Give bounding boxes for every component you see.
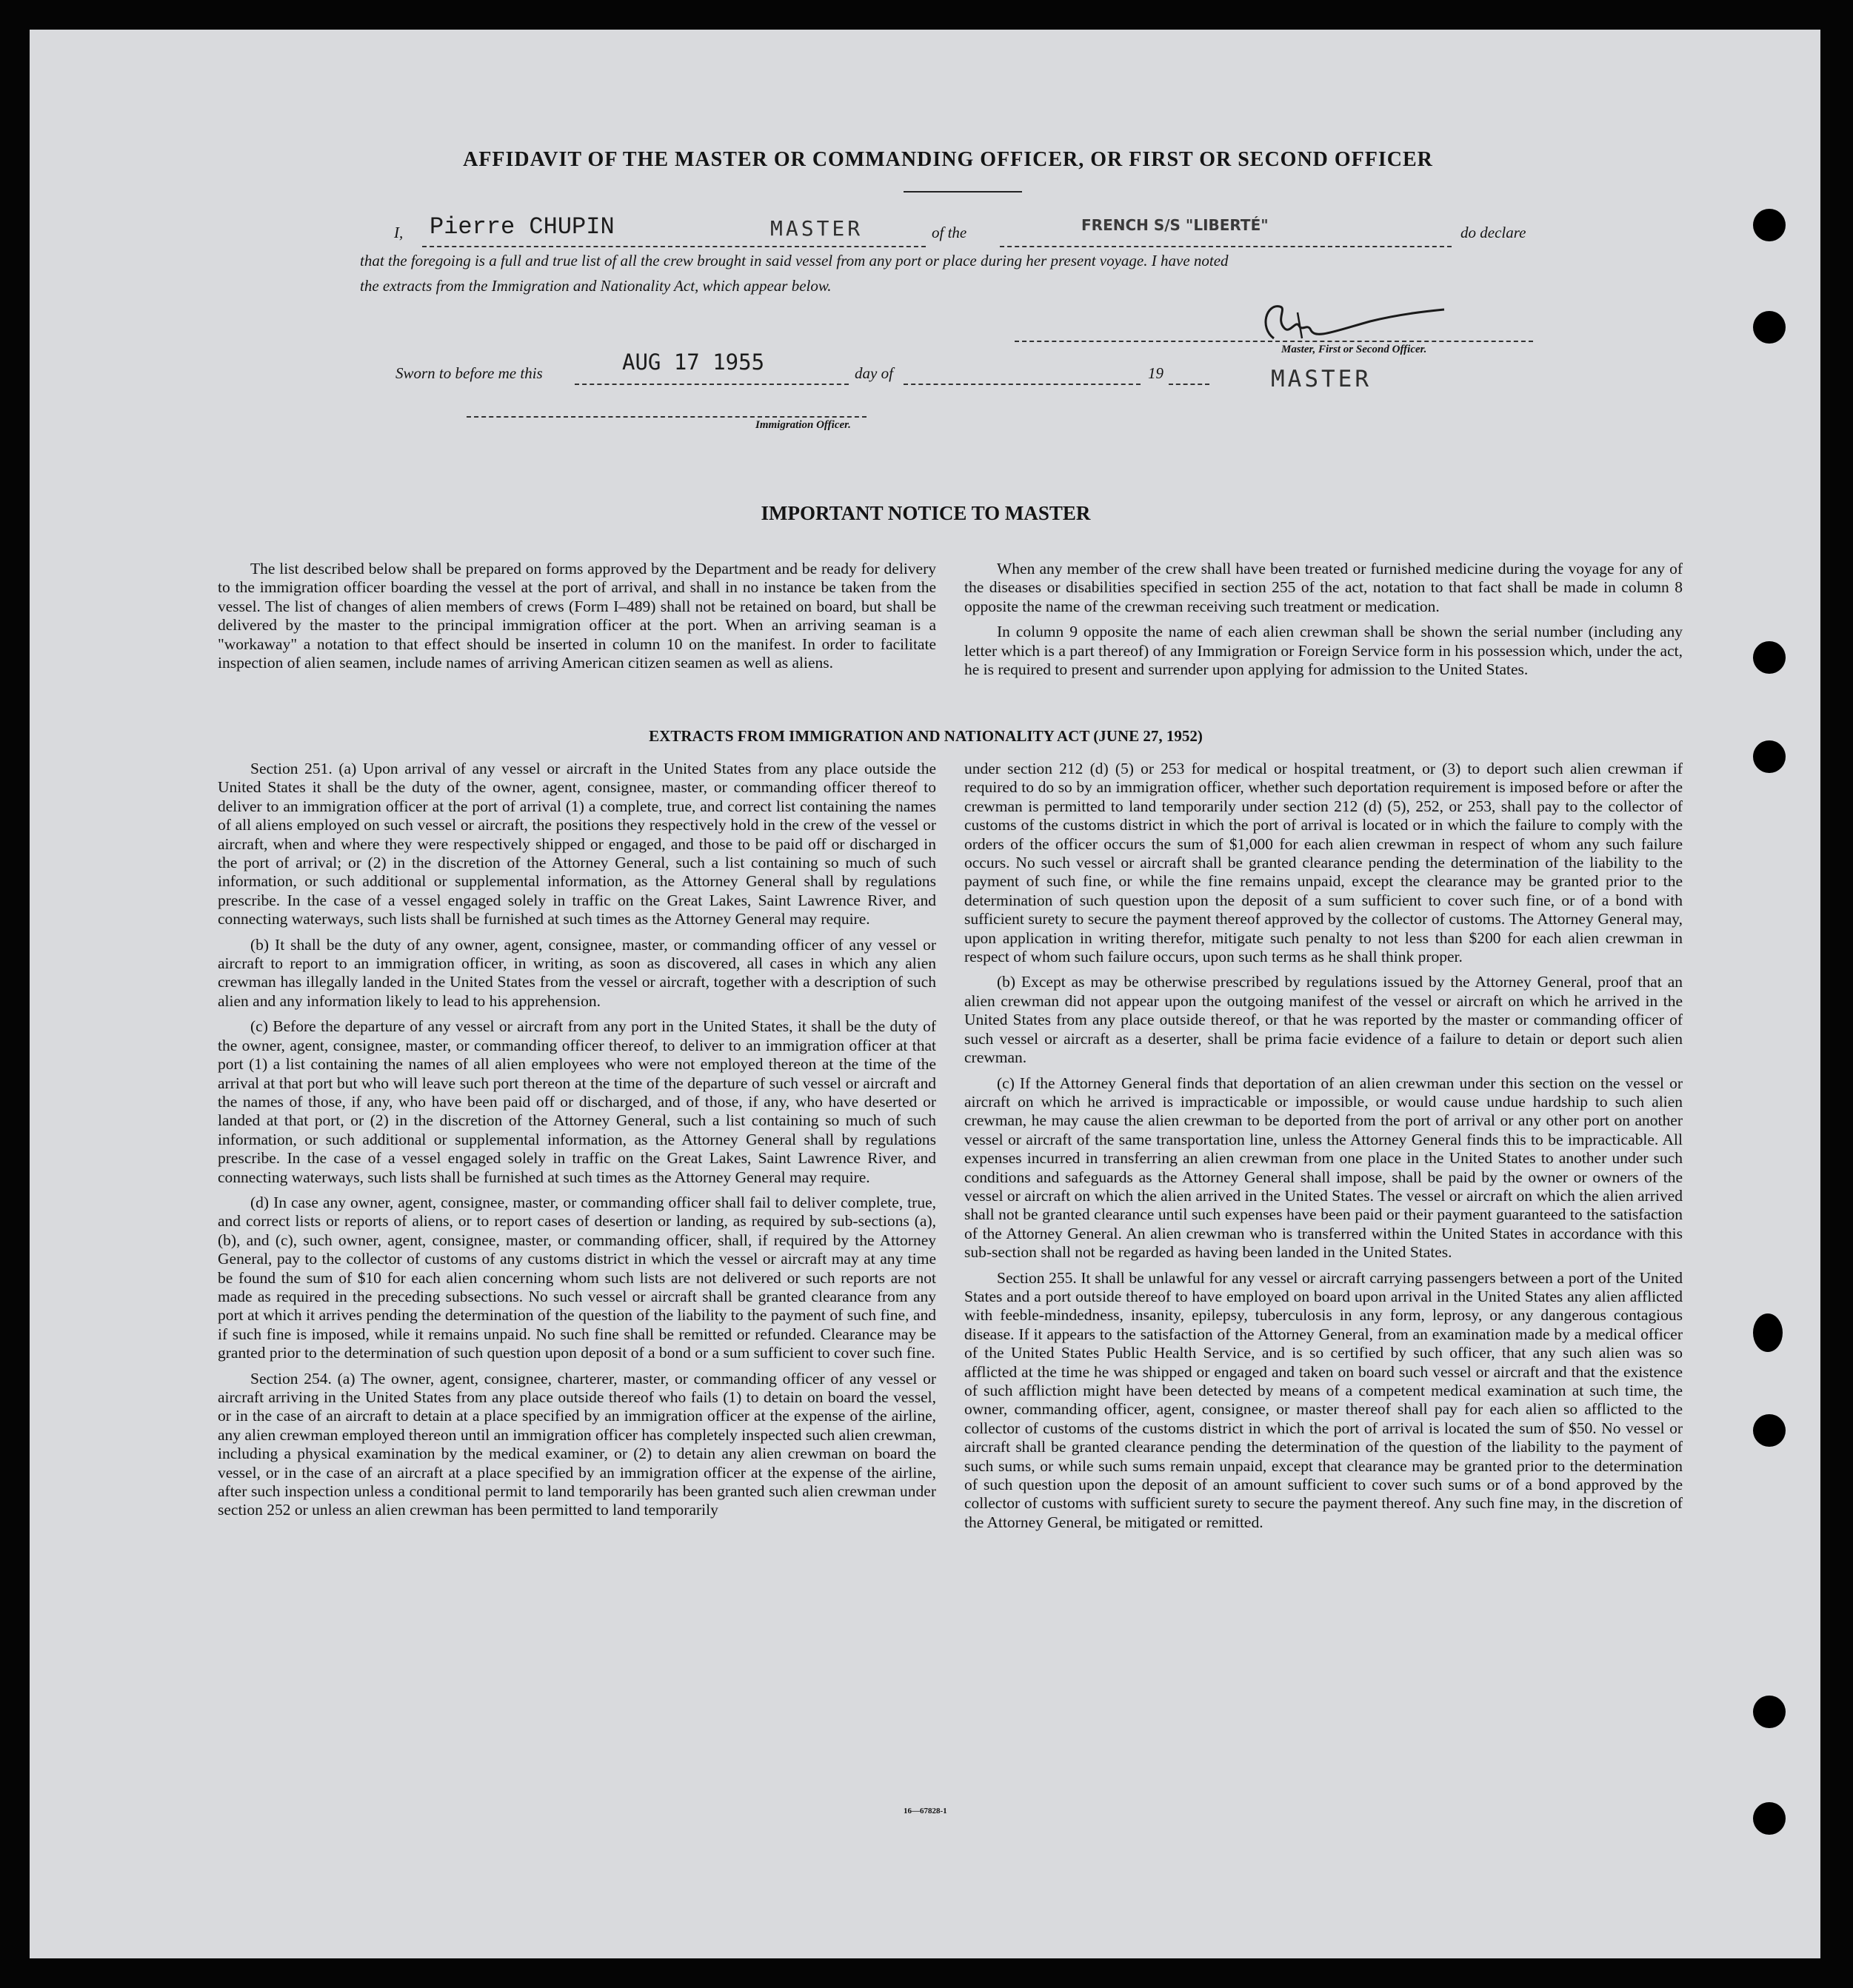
sworn-prefix: Sworn to before me this [395, 364, 543, 382]
notice-left-paragraph: The list described below shall be prepared on forms approved by the Department and be ready for delivery to the immigration officer boarding the vessel at the port of arrival, and shall in no instance be taken from the vessel. The list of changes of alien members of crews (Form I–489) shall not be retained on board, but shall be delivered by the master to the principal immigration officer at the port. When an arriving seaman is a "workaway" a notation to that effect should be inserted in column 10 on the manifest. In order to facilitate inspection of alien seamen, include names of arriving American citizen seamen as well as aliens. [218, 560, 936, 672]
notice-right-paragraph-1: When any member of the crew shall have been treated or furnished medicine during the voyage for any of the diseases or disabilities specified in section 255 of the act, notation to that fact shall be made in column 8 opposite the name of the crewman receiving such treatment or medication. [964, 560, 1683, 615]
do-declare-label: do declare [1460, 224, 1526, 241]
section-254-c: (c) If the Attorney General finds that deportation of an alien crewman under this section on the vessel or aircraft on which he arrived is impracticable or impossible, or would cause undue hardship to such alien crewman, he may cause the alien crewman to be deported from the port of arrival or any other port on another vessel or aircraft of the same transportation line, unless the Attorney General finds this to be impracticable. All expenses incurred in transferring an alien crewman from one place in the United States to another under such conditions and safeguards as the Attorney General shall impose, shall be paid by the owner or owners of the vessel or aircraft on which the alien arrived in the United States. The vessel or aircraft on which the alien arrived shall not be granted clearance until such expenses have been paid or their payment guaranteed to the satisfaction of the Attorney General. An alien crewman who is transferred within the United States in accordance with this sub-section shall not be regarded as having been landed in the United States. [964, 1074, 1683, 1262]
declaration-prefix: I, [394, 224, 404, 241]
declaration-line-3: the extracts from the Immigration and Nationality Act, which appear below. [360, 277, 832, 295]
sworn-date-stamp: AUG 17 1955 [622, 349, 765, 375]
of-the-label: of the [932, 224, 967, 241]
punch-hole [1753, 1802, 1786, 1835]
vessel-line [1000, 246, 1452, 247]
declaration-line-2: that the foregoing is a full and true list of all the crew brought in said vessel from any port or place during her present voyage. I have noted [360, 252, 1229, 270]
punch-hole [1753, 1313, 1783, 1352]
name-line [422, 246, 926, 247]
form-number: 16—67828-1 [904, 1807, 947, 1815]
affidavit-title: AFFIDAVIT OF THE MASTER OR COMMANDING OFFICER, OR FIRST OR SECOND OFFICER [463, 148, 1433, 171]
title-divider [904, 191, 1022, 193]
section-254-a-continued: under section 212 (d) (5) or 253 for medical or hospital treatment, or (3) to deport such alien crewman if required to do so by an immigration officer, whether such deportation requirement is imposed before or after the crewman is permitted to land temporarily under section 212 (d) (5), 252, or 253, shall pay to the collector of customs of the customs district in which the port of arrival is located or in which the failure to comply with the orders of the officer occurs the sum of $1,000 for each alien crewman in respect of whom any such failure occurs. No such vessel or aircraft shall be granted clearance pending the determination of the liability to the payment of such fine, or while the fine remains unpaid, except the clearance may be granted prior to the determination of such question upon the deposit of a sum sufficient to cover such fine, or of a bond with sufficient surety to secure the payment thereof approved by the collector of customs. The Attorney General may, upon application in writing therefor, mitigate such penalty to not less than $200 for each alien crewman in respect of whom such failure occurs, upon such terms as he shall think proper. [964, 760, 1683, 966]
punch-hole [1753, 1414, 1786, 1447]
declarant-name: Pierre CHUPIN [430, 213, 615, 241]
extracts-title: EXTRACTS FROM IMMIGRATION AND NATIONALITY ACT (JUNE 27, 1952) [649, 727, 1203, 745]
month-line [904, 384, 1141, 385]
year-line [1169, 384, 1209, 385]
declarant-rank: MASTER [770, 216, 864, 241]
extracts-right-column [964, 760, 1683, 1539]
master-stamp: MASTER [1271, 366, 1372, 392]
sworn-date-line [575, 384, 849, 385]
signature-line [1015, 341, 1533, 342]
affidavit-page [30, 30, 1820, 1958]
punch-hole [1753, 740, 1786, 773]
officer-caption: Immigration Officer. [755, 419, 851, 431]
notice-right-paragraph-2: In column 9 opposite the name of each alien crewman shall be shown the serial number (including any letter which is a part thereof) of any Immigration or Foreign Service form in his possession which, under the act, he is required to present and surrender upon applying for admission to the United States. [964, 623, 1683, 679]
section-254-b: (b) Except as may be otherwise prescribed by regulations issued by the Attorney General, proof that an alien crewman did not appear upon the outgoing manifest of the vessel or aircraft on which he arrived in the United States from any place outside thereof, or that he was reported by the master or commanding officer of such vessel or aircraft as a deserter, shall be prima facie evidence of a failure to detain or deport such alien crewman. [964, 973, 1683, 1067]
day-of-label: day of [855, 364, 893, 382]
notice-title: IMPORTANT NOTICE TO MASTER [761, 502, 1091, 524]
notice-left-column [218, 560, 936, 679]
section-254-a: Section 254. (a) The owner, agent, consignee, charterer, master, or commanding officer of any vessel or aircraft arriving in the United States from any place outside thereof who fails (1) to detain on board the vessel, or in the case of an aircraft to detain at a place specified by an immigration officer at the expense of the airline, any alien crewman employed thereon until an immigration officer has completely inspected such alien crewman, including a physical examination by the medical examiner, or (2) to detain any alien crewman on board the vessel, or in the case of an aircraft at a place specified by an immigration officer at the expense of the airline, after such inspection unless a conditional permit to land temporarily has been granted such alien crewman under section 252 or unless an alien crewman has been permitted to land temporarily [218, 1369, 936, 1519]
section-251-b: (b) It shall be the duty of any owner, agent, consignee, master, or commanding officer of any vessel or aircraft to report to an immigration officer, in writing, as soon as discovered, all cases in which any alien crewman has illegally landed in the United States from the vessel or aircraft, together with a description of such alien and any information likely to lead to his apprehension. [218, 935, 936, 1010]
section-255: Section 255. It shall be unlawful for any vessel or aircraft carrying passengers between a port of the United States and a port outside thereof to have employed on board upon arrival in the United States any alien afflicted with feeble-mindedness, insanity, epilepsy, tuberculosis in any form, leprosy, or any dangerous contagious disease. If it appears to the satisfaction of the Attorney General, from an examination made by a medical officer of the United States Public Health Service, and is so certified by such officer, that any such alien was so afflicted at the time he was shipped or engaged and taken on board such vessel or aircraft and that the existence of such affliction might have been detected by means of a competent medical examination at such time, the owner, commanding officer, agent, consignee, or master thereof shall pay for each alien so afflicted to the collector of customs of the customs district in which the port of arrival is located the sum of $50. No vessel or aircraft shall be granted clearance pending the determination of the question of the liability to the payment of such sums, or while such sums remain unpaid, except that clearance may be granted prior to the determination of such question upon the deposit of an amount sufficient to cover such sums or of a bond approved by the collector of customs with sufficient surety to secure the payment thereof. Any such fine may, in the discretion of the Attorney General, be mitigated or remitted. [964, 1268, 1683, 1531]
extracts-left-column [218, 760, 936, 1527]
punch-hole [1753, 311, 1786, 344]
signature-caption: Master, First or Second Officer. [1281, 344, 1427, 355]
officer-line [467, 416, 867, 418]
punch-hole [1753, 641, 1786, 674]
section-251-a: Section 251. (a) Upon arrival of any vessel or aircraft in the United States from any place outside the United States it shall be the duty of the owner, agent, consignee, master, or commanding officer thereof to deliver to an immigration officer at the port of arrival (1) a complete, true, and correct list containing the names of all aliens employed on such vessel or aircraft, the positions they respectively hold in the crew of the vessel or aircraft, when and where they were respectively shipped or engaged, and those to be paid off or discharged in the port of arrival; or (2) in the discretion of the Attorney General, such a list containing so much of such information, or such additional or supplemental information, as the Attorney General shall by regulations prescribe. In the case of a vessel engaged solely in traffic on the Great Lakes, Saint Lawrence River, and connecting waterways, such lists shall be furnished at such times as the Attorney General may require. [218, 760, 936, 928]
year-prefix: 19 [1148, 364, 1163, 382]
section-251-d: (d) In case any owner, agent, consignee, master, or commanding officer shall fail to deliver complete, true, and correct lists or reports of aliens, or to report cases of desertion or landing, as required by sub-sections (a), (b), and (c), such owner, agent, consignee, master, or commanding officer, shall, if required by the Attorney General, pay to the collector of customs of any customs district in which the vessel or aircraft may at any time be found the sum of $10 for each alien concerning whom such lists are not delivered or such reports are not made as required in the preceding subsections. No such vessel or aircraft shall be granted clearance from any port at which it arrives pending the determination of the question of the liability to the payment of such fine, and if such fine is imposed, while it remains unpaid. No such fine shall be remitted or refunded. Clearance may be granted prior to the determination of such question upon deposit of a bond or a sum sufficient to cover such fine. [218, 1193, 936, 1362]
notice-right-column [964, 560, 1683, 686]
section-251-c: (c) Before the departure of any vessel or aircraft from any port in the United States, it shall be the duty of the owner, agent, consignee, master, or commanding officer thereof, to deliver to an immigration officer at that port (1) a list containing the names of all alien employees who were not employed thereon at the time of the arrival at that port but who will leave such port thereon at the time of the departure of such vessel or aircraft and the names of those, if any, who have been paid off or discharged, and of those, if any, who have deserted or landed at that port, or (2) in the discretion of the Attorney General, such a list containing so much of such information, or such additional or supplemental information, as the Attorney General shall by regulations prescribe. In the case of a vessel engaged solely in traffic on the Great Lakes, Saint Lawrence River, and connecting waterways, such lists shall be furnished at such times as the Attorney General may require. [218, 1017, 936, 1186]
punch-hole [1753, 209, 1786, 241]
vessel-name: FRENCH S/S "LIBERTÉ" [1081, 216, 1269, 234]
punch-hole [1753, 1696, 1786, 1728]
